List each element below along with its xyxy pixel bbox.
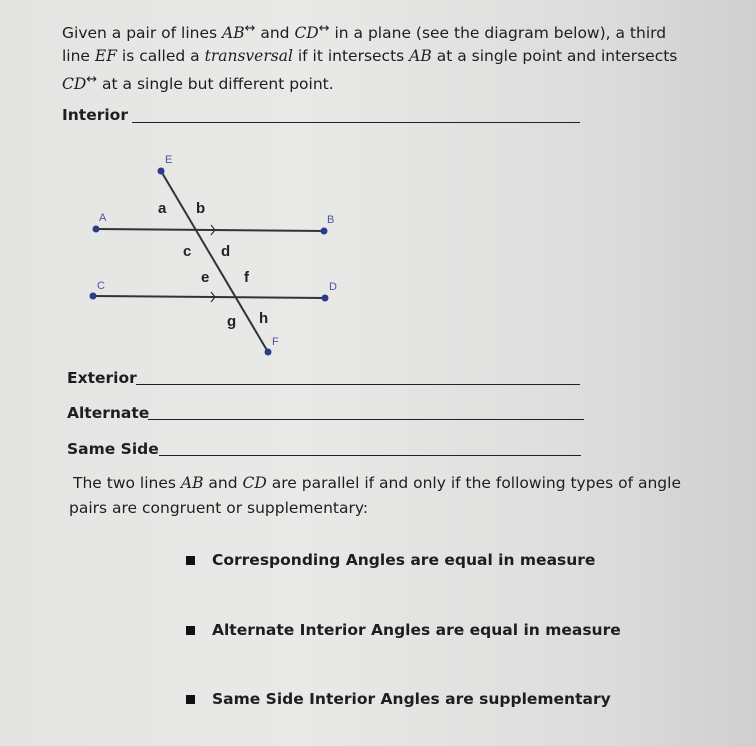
angle-f: f bbox=[244, 269, 249, 286]
point-c bbox=[90, 293, 97, 300]
point-a bbox=[93, 226, 100, 233]
parallel-line-1: The two lines AB and CD are parallel if and only if the following types of angle bbox=[73, 474, 681, 492]
bullet-same-side-interior: Same Side Interior Angles are supplementary bbox=[212, 690, 611, 708]
exterior-label: Exterior bbox=[67, 369, 137, 387]
point-d bbox=[322, 295, 329, 302]
label-b: B bbox=[327, 214, 335, 226]
alternate-blank bbox=[148, 419, 584, 420]
bullet-square-icon bbox=[186, 626, 195, 635]
bullet-square-icon bbox=[186, 556, 195, 565]
exterior-blank bbox=[136, 384, 580, 385]
label-e: E bbox=[165, 154, 173, 166]
angle-b: b bbox=[196, 200, 206, 217]
label-a: A bbox=[99, 212, 107, 224]
bullet-corresponding: Corresponding Angles are equal in measure bbox=[212, 551, 596, 569]
bullet-square-icon bbox=[186, 695, 195, 704]
label-c: C bbox=[97, 280, 105, 292]
angle-d: d bbox=[221, 243, 231, 260]
point-b bbox=[321, 228, 328, 235]
label-d: D bbox=[329, 281, 337, 293]
angle-a: a bbox=[158, 200, 167, 217]
angle-c: c bbox=[183, 243, 192, 260]
label-f: F bbox=[272, 336, 279, 348]
line-cd bbox=[93, 296, 325, 298]
angle-g: g bbox=[227, 313, 237, 330]
angle-h: h bbox=[259, 310, 269, 327]
alternate-label: Alternate bbox=[67, 404, 150, 422]
transversal-ef bbox=[161, 171, 268, 352]
point-e bbox=[158, 168, 165, 175]
intro-line-3: CD↔ at a single but different point. bbox=[62, 72, 334, 94]
line-ab bbox=[96, 229, 324, 231]
point-f bbox=[265, 349, 272, 356]
bullet-alternate-interior: Alternate Interior Angles are equal in measure bbox=[212, 621, 621, 639]
interior-label: Interior bbox=[62, 106, 128, 124]
parallel-line-2: pairs are congruent or supplementary: bbox=[69, 499, 369, 517]
same-side-label: Same Side bbox=[67, 440, 159, 458]
same-side-blank bbox=[159, 455, 581, 456]
intro-line-2: line EF is called a transversal if it intersects AB at a single point and intersects bbox=[62, 47, 678, 65]
angle-e: e bbox=[201, 269, 210, 286]
intro-line-1: Given a pair of lines AB↔ and CD↔ in a plane (see the diagram below), a third bbox=[62, 21, 667, 43]
